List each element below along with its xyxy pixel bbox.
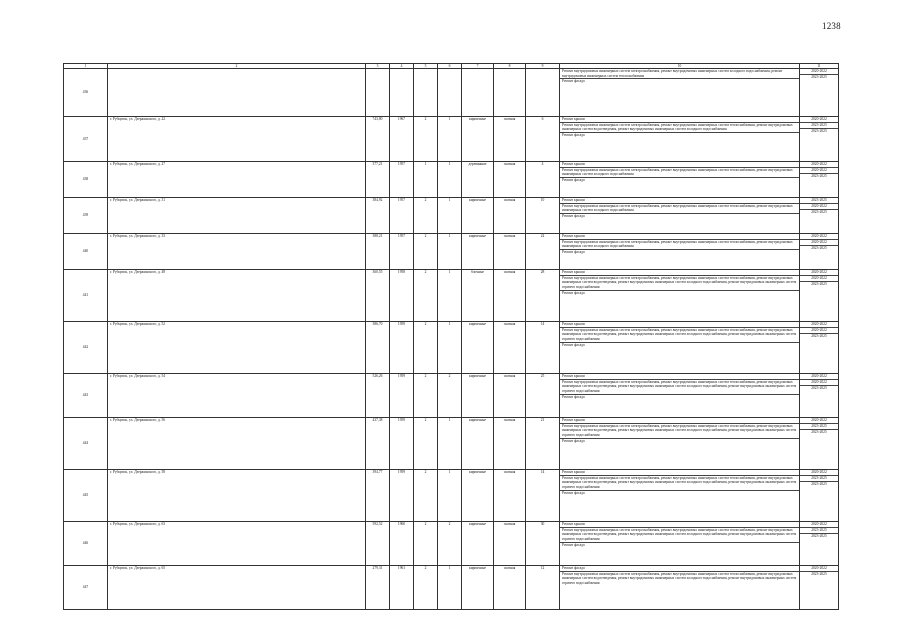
work-item: Ремонт крыши [560, 270, 799, 276]
row-number: 444 [64, 418, 108, 470]
entrances-cell: 1 [438, 470, 462, 522]
work-item: Ремонт фасада [562, 290, 585, 295]
entrances-cell: 1 [438, 198, 462, 234]
work-period: 2020-2022 [800, 322, 838, 328]
works-cell [560, 418, 800, 470]
entrances-cell: 1 [438, 117, 462, 162]
year-built-cell: 1957 [390, 234, 414, 270]
roof-type-cell: скатная [494, 470, 526, 522]
work-period: 2023-2025 [800, 424, 838, 430]
work-period: 2023-2025 [811, 245, 827, 250]
works-cell [560, 270, 800, 322]
area-cell: 743,80 [366, 117, 390, 162]
floors-cell: 2 [414, 566, 438, 610]
floors-cell: 2 [414, 374, 438, 418]
year-built-cell: 1959 [390, 470, 414, 522]
roof-type-cell: скатная [494, 522, 526, 566]
column-number: 4 [390, 64, 414, 69]
year-built-cell: 1957 [390, 198, 414, 234]
work-period: 2023-2025 [811, 571, 827, 576]
year-built-cell: 1961 [390, 566, 414, 610]
table-row [64, 162, 839, 198]
row-number: 443 [64, 374, 108, 418]
work-period: 2020-2022 [800, 522, 838, 528]
area-cell: 592,52 [366, 522, 390, 566]
floors-cell: 2 [414, 117, 438, 162]
floors-cell: 2 [414, 418, 438, 470]
works-cell [560, 69, 800, 117]
roof-type-cell: скатная [494, 117, 526, 162]
floors-cell: 2 [414, 270, 438, 322]
address-cell: г. Рубцовск, ул. Дзержинского, д. 22 [108, 117, 366, 162]
area-cell: 526,26 [366, 374, 390, 418]
floors-cell: 1 [414, 162, 438, 198]
roof-type-cell: скатная [494, 270, 526, 322]
area-cell: 388,21 [366, 234, 390, 270]
roof-type-cell: скатная [494, 374, 526, 418]
address-cell: г. Рубцовск, ул. Дзержинского, д. 48 [108, 270, 366, 322]
works-cell [560, 470, 800, 522]
work-item: Ремонт внутридомовых инженерных систем электроснабжения, ремонт внутридомовых инженерных систем теплоснабжения, ремонт внутридомовых инженерных систем водоотведения, ремонт внутридомовых инженерных систем холодного водоснабжения, ремонт внутридомовых инженерных систем горячего водоснабжения [562, 571, 797, 585]
years-cell [800, 117, 839, 162]
entrances-cell: 1 [438, 270, 462, 322]
work-item: Ремонт крыши [560, 322, 799, 328]
work-period: 2020-2022 [800, 69, 838, 75]
work-item: Ремонт крыши [560, 418, 799, 424]
apartments-cell: 21 [526, 418, 560, 470]
year-built-cell [390, 69, 414, 117]
work-item: Ремонт крыши [560, 374, 799, 380]
floors-cell: 2 [414, 470, 438, 522]
roof-type-cell: скатная [494, 418, 526, 470]
table-row [64, 69, 839, 117]
work-item: Ремонт фасада [562, 342, 585, 347]
work-item: Ремонт внутридомовых инженерных систем электроснабжения, ремонт внутридомовых инженерных систем холодного водоснабжения, ремонт внутридомовых инженерных систем теплоснабжения [560, 69, 799, 79]
work-item: Ремонт крыши [560, 117, 799, 123]
year-built-cell: 1967 [390, 117, 414, 162]
work-period: 2023-2025 [811, 74, 827, 79]
work-period: 2023-2025 [811, 209, 827, 214]
work-item: Ремонт внутридомовых инженерных систем электроснабжения, ремонт внутридомовых инженерных систем теплоснабжения, ремонт внутридомовых инженерных систем водоотведения, ремонт внутридомовых инженерных систем холодного водоснабжения, ремонт внутридомовых инженерных систем горячего водоснабжения [560, 476, 799, 491]
entrances-cell: 1 [438, 322, 462, 374]
housing-registry-table [63, 63, 839, 610]
wall-material-cell: кирпичные [462, 470, 494, 522]
work-period: 2023-2025 [811, 128, 827, 133]
area-cell: 386,70 [366, 322, 390, 374]
apartments-cell: 4 [526, 162, 560, 198]
wall-material-cell: кирпичные [462, 117, 494, 162]
work-period: 2020-2022 [800, 380, 838, 386]
works-cell [560, 162, 800, 198]
work-period: 2023-2025 [811, 385, 827, 390]
table-row [64, 234, 839, 270]
work-period: 2020-2022 [800, 168, 838, 174]
wall-material-cell: кирпичные [462, 322, 494, 374]
years-cell [800, 198, 839, 234]
page-number: 1238 [822, 21, 841, 31]
wall-material-cell: блочные [462, 270, 494, 322]
work-period: 2023-2025 [800, 198, 838, 204]
work-item: Ремонт крыши [560, 198, 799, 204]
table-row [64, 198, 839, 234]
work-item: Ремонт внутридомовых инженерных систем электроснабжения, ремонт внутридомовых инженерных систем теплоснабжения, ремонт внутридомовых инженерных систем холодного водоснабжения [560, 168, 799, 178]
entrances-cell: 1 [438, 418, 462, 470]
entrances-cell: 2 [438, 374, 462, 418]
work-period: 2023-2025 [811, 429, 827, 434]
table-row [64, 522, 839, 566]
work-period: 2023-2025 [800, 528, 838, 534]
floors-cell: 2 [414, 234, 438, 270]
floors-cell: 2 [414, 198, 438, 234]
column-number: 2 [108, 64, 366, 69]
area-cell: 377,21 [366, 162, 390, 198]
years-cell [800, 234, 839, 270]
apartments-cell: 10 [526, 198, 560, 234]
row-number: 446 [64, 522, 108, 566]
work-period: 2020-2022 [800, 162, 838, 168]
work-period: 2020-2022 [800, 328, 838, 334]
work-item: Ремонт фасада [562, 490, 585, 495]
apartments-cell: 22 [526, 234, 560, 270]
works-cell [560, 374, 800, 418]
row-number: 437 [64, 117, 108, 162]
apartments-cell: 28 [526, 270, 560, 322]
work-period: 2020-2022 [800, 374, 838, 380]
roof-type-cell: скатная [494, 162, 526, 198]
apartments-cell: 30 [526, 522, 560, 566]
work-period: 2020-2022 [800, 234, 838, 240]
address-cell: г. Рубцовск, ул. Дзержинского, д. 52 [108, 322, 366, 374]
column-number: 8 [494, 64, 526, 69]
roof-type-cell: скатная [494, 198, 526, 234]
works-cell [560, 198, 800, 234]
work-period: 2020-2022 [800, 470, 838, 476]
area-cell [366, 69, 390, 117]
years-cell [800, 69, 839, 117]
years-cell [800, 470, 839, 522]
apartments-cell: 14 [526, 322, 560, 374]
registry-rows [64, 69, 839, 610]
work-item: Ремонт внутридомовых инженерных систем электроснабжения, ремонт внутридомовых инженерных систем теплоснабжения, ремонт внутридомовых инженерных систем водоотведения, ремонт внутридомовых инженерных систем холодного водоснабжения, ремонт внутридомовых инженерных систем горячего водоснабжения [560, 276, 799, 291]
wall-material-cell: кирпичные [462, 418, 494, 470]
wall-material-cell: кирпичные [462, 522, 494, 566]
work-period: 2023-2025 [800, 123, 838, 129]
address-cell: г. Рубцовск, ул. Дзержинского, д. 31 [108, 198, 366, 234]
years-cell [800, 522, 839, 566]
year-built-cell: 1959 [390, 374, 414, 418]
table-row [64, 117, 839, 162]
work-item: Ремонт фасада [562, 213, 585, 218]
work-item: Ремонт фасада [562, 438, 585, 443]
works-cell [560, 117, 800, 162]
address-cell: г. Рубцовск, ул. Дзержинского, д. 63 [108, 522, 366, 566]
year-built-cell: 1958 [390, 270, 414, 322]
years-cell [800, 418, 839, 470]
apartments-cell: 12 [526, 566, 560, 610]
work-period: 2020-2022 [800, 418, 838, 424]
row-number: 436 [64, 69, 108, 117]
years-cell [800, 322, 839, 374]
row-number: 447 [64, 566, 108, 610]
works-cell [560, 566, 800, 610]
address-cell: г. Рубцовск, ул. Дзержинского, д. 54 [108, 374, 366, 418]
work-period: 2023-2025 [811, 333, 827, 338]
address-cell [108, 69, 366, 117]
years-cell [800, 374, 839, 418]
work-period: 2023-2025 [811, 281, 827, 286]
work-period: 2023-2025 [811, 173, 827, 178]
works-cell [560, 322, 800, 374]
years-cell [800, 566, 839, 610]
work-item: Ремонт фасада [560, 566, 799, 572]
entrances-cell: 1 [438, 162, 462, 198]
year-built-cell: 1957 [390, 162, 414, 198]
table-row [64, 470, 839, 522]
work-item: Ремонт крыши [560, 522, 799, 528]
address-cell: г. Рубцовск, ул. Дзержинского, д. 33 [108, 234, 366, 270]
work-period: 2023-2025 [800, 476, 838, 482]
work-item: Ремонт внутридомовых инженерных систем электроснабжения, ремонт внутридомовых инженерных систем теплоснабжения, ремонт внутридомовых инженерных систем водоотведения, ремонт внутридомовых инженерных систем холодного водоснабжения, ремонт внутридомовых инженерных систем горячего водоснабжения [560, 528, 799, 543]
table-row [64, 566, 839, 610]
column-number: 10 [560, 64, 800, 69]
work-period: 2020-2022 [800, 204, 838, 210]
work-item: Ремонт крыши [560, 234, 799, 240]
work-item: Ремонт фасада [562, 542, 585, 547]
work-item: Ремонт фасада [562, 132, 585, 137]
roof-type-cell: скатная [494, 566, 526, 610]
wall-material-cell: кирпичные [462, 198, 494, 234]
column-number: 1 [64, 64, 108, 69]
apartments-cell: 14 [526, 470, 560, 522]
column-number: 11 [800, 64, 839, 69]
entrances-cell [438, 69, 462, 117]
roof-type-cell: скатная [494, 234, 526, 270]
area-cell: 437,38 [366, 418, 390, 470]
year-built-cell: 1959 [390, 418, 414, 470]
floors-cell: 2 [414, 322, 438, 374]
work-item: Ремонт крыши [560, 470, 799, 476]
work-period: 2020-2022 [800, 270, 838, 276]
work-period: 2020-2022 [800, 276, 838, 282]
area-cell: 384,92 [366, 198, 390, 234]
row-number: 438 [64, 162, 108, 198]
entrances-cell: 1 [438, 566, 462, 610]
table-row [64, 418, 839, 470]
row-number: 442 [64, 322, 108, 374]
row-number: 445 [64, 470, 108, 522]
works-cell [560, 234, 800, 270]
row-number: 441 [64, 270, 108, 322]
row-number: 440 [64, 234, 108, 270]
work-period: 2020-2022 [800, 240, 838, 246]
wall-material-cell: кирпичные [462, 566, 494, 610]
year-built-cell: 1959 [390, 322, 414, 374]
work-period: 2020-2022 [800, 566, 838, 572]
work-period: 2023-2025 [811, 481, 827, 486]
floors-cell [414, 69, 438, 117]
column-number: 9 [526, 64, 560, 69]
address-cell: г. Рубцовск, ул. Дзержинского, д. 27 [108, 162, 366, 198]
entrances-cell: 1 [438, 234, 462, 270]
entrances-cell: 2 [438, 522, 462, 566]
work-item: Ремонт фасада [562, 177, 585, 182]
work-period: 2020-2022 [800, 117, 838, 123]
work-item: Ремонт внутридомовых инженерных систем электроснабжения, ремонт внутридомовых инженерных систем теплоснабжения, ремонт внутридомовых инженерных систем водоотведения, ремонт внутридомовых инженерных систем холодного водоснабжения, ремонт внутридомовых инженерных систем горячего водоснабжения [560, 424, 799, 439]
work-item: Ремонт внутридомовых инженерных систем электроснабжения, ремонт внутридомовых инженерных систем теплоснабжения, ремонт внутридомовых инженерных систем холодного водоснабжения [560, 240, 799, 250]
years-cell [800, 270, 839, 322]
work-item: Ремонт внутридомовых инженерных систем электроснабжения, ремонт внутридомовых инженерных систем теплоснабжения, ремонт внутридомовых инженерных систем водоотведения, ремонт внутридомовых инженерных систем холодного водоснабжения, ремонт внутридомовых инженерных систем горячего водоснабжения [560, 380, 799, 395]
area-cell: 394,77 [366, 470, 390, 522]
years-cell [800, 162, 839, 198]
column-number: 7 [462, 64, 494, 69]
wall-material-cell: кирпичные [462, 374, 494, 418]
column-number: 3 [366, 64, 390, 69]
work-item: Ремонт внутридомовых инженерных систем электроснабжения, ремонт внутридомовых инженерных систем теплоснабжения, ремонт внутридомовых инженерных систем водоотведения, ремонт внутридомовых инженерных систем холодного водоснабжения, ремонт внутридомовых инженерных систем горячего водоснабжения [560, 328, 799, 343]
table-row [64, 270, 839, 322]
work-item: Ремонт внутридомовых инженерных систем электроснабжения, ремонт внутридомовых инженерных систем теплоснабжения, ремонт внутридомовых инженерных систем водоотведения, ремонт внутридомовых инженерных систем холодного водоснабжения [560, 123, 799, 133]
work-period: 2023-2025 [811, 533, 827, 538]
floors-cell: 2 [414, 522, 438, 566]
roof-type-cell [494, 69, 526, 117]
work-item: Ремонт крыши [560, 162, 799, 168]
column-number: 5 [414, 64, 438, 69]
table-row [64, 322, 839, 374]
column-number: 6 [438, 64, 462, 69]
roof-type-cell: скатная [494, 322, 526, 374]
apartments-cell [526, 69, 560, 117]
table-row [64, 374, 839, 418]
work-item: Ремонт внутридомовых инженерных систем электроснабжения, ремонт внутридомовых инженерных систем теплоснабжения, ремонт внутридомовых инженерных систем холодного водоснабжения [560, 204, 799, 214]
year-built-cell: 1960 [390, 522, 414, 566]
area-cell: 360,55 [366, 270, 390, 322]
wall-material-cell [462, 69, 494, 117]
row-number: 439 [64, 198, 108, 234]
work-item: Ремонт фасада [562, 249, 585, 254]
address-cell: г. Рубцовск, ул. Дзержинского, д. 58 [108, 470, 366, 522]
apartments-cell: 6 [526, 117, 560, 162]
address-cell: г. Рубцовск, ул. Дзержинского, д. 65 [108, 566, 366, 610]
apartments-cell: 25 [526, 374, 560, 418]
wall-material-cell: деревянные [462, 162, 494, 198]
work-item: Ремонт фасада [562, 394, 585, 399]
work-item: Ремонт фасада [562, 79, 585, 84]
works-cell [560, 522, 800, 566]
address-cell: г. Рубцовск, ул. Дзержинского, д. 56 [108, 418, 366, 470]
wall-material-cell: кирпичные [462, 234, 494, 270]
area-cell: 279,31 [366, 566, 390, 610]
